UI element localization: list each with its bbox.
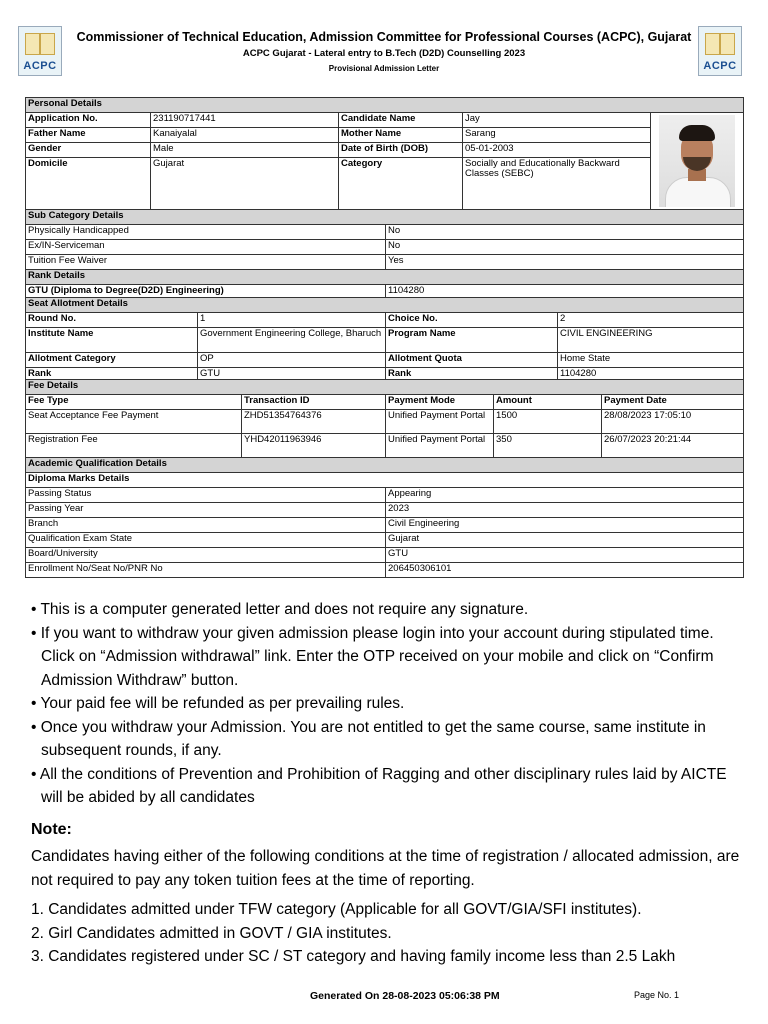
list-item: 1. Candidates admitted under TFW category (Applicable for all GOVT/GIA/SFI institutes).: [31, 901, 642, 918]
instructions: [31, 598, 743, 969]
column-header: Transaction ID: [242, 395, 386, 410]
choice-no: 2: [558, 313, 744, 328]
column-header: Payment Date: [602, 395, 744, 410]
payment-mode: Unified Payment Portal: [386, 410, 494, 434]
label: Branch: [26, 518, 386, 533]
generated-timestamp: Generated On 28-08-2023 05:06:38 PM: [310, 990, 500, 1002]
label: Physically Handicapped: [26, 225, 386, 240]
note-list: [31, 898, 743, 969]
label: Program Name: [386, 328, 558, 353]
amount: 350: [494, 434, 602, 458]
label: Qualification Exam State: [26, 533, 386, 548]
candidate-name: Jay: [463, 113, 651, 128]
value: GTU: [386, 548, 744, 563]
list-item: • All the conditions of Prevention and Prohibition of Ragging and other disciplinary rules laid by AICTE will be abided by all candidates: [31, 765, 727, 806]
subsection-diploma: Diploma Marks Details: [26, 473, 744, 488]
candidate-photo: [659, 115, 735, 207]
label: Institute Name: [26, 328, 198, 353]
label: Category: [339, 158, 463, 212]
payment-date: 26/07/2023 20:21:44: [602, 434, 744, 458]
label: Candidate Name: [339, 113, 463, 128]
table-row: [26, 434, 744, 458]
transaction-id: YHD42011963946: [242, 434, 386, 458]
section-rank: Rank Details: [26, 270, 744, 285]
value: 206450306101: [386, 563, 744, 578]
label: Ex/IN-Serviceman: [26, 240, 386, 255]
allotment-category: OP: [198, 353, 386, 368]
header-subtitle: ACPC Gujarat - Lateral entry to B.Tech (D2D) Counselling 2023: [242, 48, 526, 59]
table-row: [26, 410, 744, 434]
label: Board/University: [26, 548, 386, 563]
domicile: Gujarat: [151, 158, 339, 212]
label: Date of Birth (DOB): [339, 143, 463, 158]
section-personal: Personal Details: [26, 98, 744, 113]
value: Civil Engineering: [386, 518, 744, 533]
column-header: Payment Mode: [386, 395, 494, 410]
institute-name: Government Engineering College, Bharuch: [198, 328, 386, 353]
label: Choice No.: [386, 313, 558, 328]
note-paragraph: Candidates having either of the following conditions at the time of registration / allocated admission, are not required to pay any token tuition fees at the time of reporting.: [31, 848, 740, 889]
allotment-quota: Home State: [558, 353, 744, 368]
academic-table: [25, 457, 744, 578]
note-heading: Note:: [31, 820, 72, 838]
program-name: CIVIL ENGINEERING: [558, 328, 744, 353]
payment-mode: Unified Payment Portal: [386, 434, 494, 458]
label: Allotment Quota: [386, 353, 558, 368]
label: Passing Status: [26, 488, 386, 503]
list-item: • This is a computer generated letter and does not require any signature.: [31, 601, 529, 618]
photo-cell: [651, 113, 744, 212]
label: Gender: [26, 143, 151, 158]
list-item: • Your paid fee will be refunded as per prevailing rules.: [31, 695, 405, 712]
label: Father Name: [26, 128, 151, 143]
label: Enrollment No/Seat No/PNR No: [26, 563, 386, 578]
transaction-id: ZHD51354764376: [242, 410, 386, 434]
acpc-logo-left: ACPC: [18, 26, 62, 76]
rank-label: GTU (Diploma to Degree(D2D) Engineering): [26, 285, 386, 300]
section-seat: Seat Allotment Details: [26, 298, 744, 313]
label: Rank: [386, 368, 558, 383]
rank-value: 1104280: [386, 285, 744, 300]
label: Allotment Category: [26, 353, 198, 368]
acpc-logo-right: ACPC: [698, 26, 742, 76]
value: No: [386, 225, 744, 240]
category: Socially and Educationally Backward Classes (SEBC): [463, 158, 651, 212]
list-item: 2. Girl Candidates admitted in GOVT / GIA institutes.: [31, 924, 392, 942]
personal-details-table: [25, 97, 744, 212]
value: No: [386, 240, 744, 255]
list-item: • Once you withdraw your Admission. You are not entitled to get the same course, same institute in subsequent rounds, if any.: [31, 718, 706, 759]
application-no: 231190717441: [151, 113, 339, 128]
letter-header: [70, 30, 698, 73]
fee-type: Registration Fee: [26, 434, 242, 458]
label: Rank: [26, 368, 198, 383]
value: Yes: [386, 255, 744, 270]
payment-date: 28/08/2023 17:05:10: [602, 410, 744, 434]
label: Domicile: [26, 158, 151, 212]
gender: Male: [151, 143, 339, 158]
dob: 05-01-2003: [463, 143, 651, 158]
section-academic: Academic Qualification Details: [26, 458, 744, 473]
subcategory-table: [25, 209, 744, 300]
value: 2023: [386, 503, 744, 518]
section-fees: Fee Details: [26, 380, 744, 395]
value: Appearing: [386, 488, 744, 503]
column-header: Fee Type: [26, 395, 242, 410]
value: Gujarat: [386, 533, 744, 548]
label: Mother Name: [339, 128, 463, 143]
round-no: 1: [198, 313, 386, 328]
list-item: • If you want to withdraw your given admission please login into your account during stipulated time. Click on “Admission withdrawal” link. Enter the OTP received on your mobile and click on “Confirm Admission Withdraw” button.: [31, 624, 714, 689]
mother-name: Sarang: [463, 128, 651, 143]
label: Application No.: [26, 113, 151, 128]
label: Round No.: [26, 313, 198, 328]
rank-type: GTU: [198, 368, 386, 383]
fee-type: Seat Acceptance Fee Payment: [26, 410, 242, 434]
seat-allotment-table: [25, 297, 744, 383]
column-header: Amount: [494, 395, 602, 410]
section-subcategory: Sub Category Details: [26, 210, 744, 225]
allotment-rank: 1104280: [558, 368, 744, 383]
page-number: Page No. 1: [634, 990, 680, 1000]
letter-type: Provisional Admission Letter: [328, 64, 440, 73]
label: Tuition Fee Waiver: [26, 255, 386, 270]
label: Passing Year: [26, 503, 386, 518]
father-name: Kanaiyalal: [151, 128, 339, 143]
amount: 1500: [494, 410, 602, 434]
list-item: 3. Candidates registered under SC / ST category and having family income less than 2.5 Lakh: [31, 948, 676, 965]
fee-details-table: [25, 379, 744, 458]
header-title: Commissioner of Technical Education, Admission Committee for Professional Courses (ACPC), Gujarat: [76, 30, 692, 44]
